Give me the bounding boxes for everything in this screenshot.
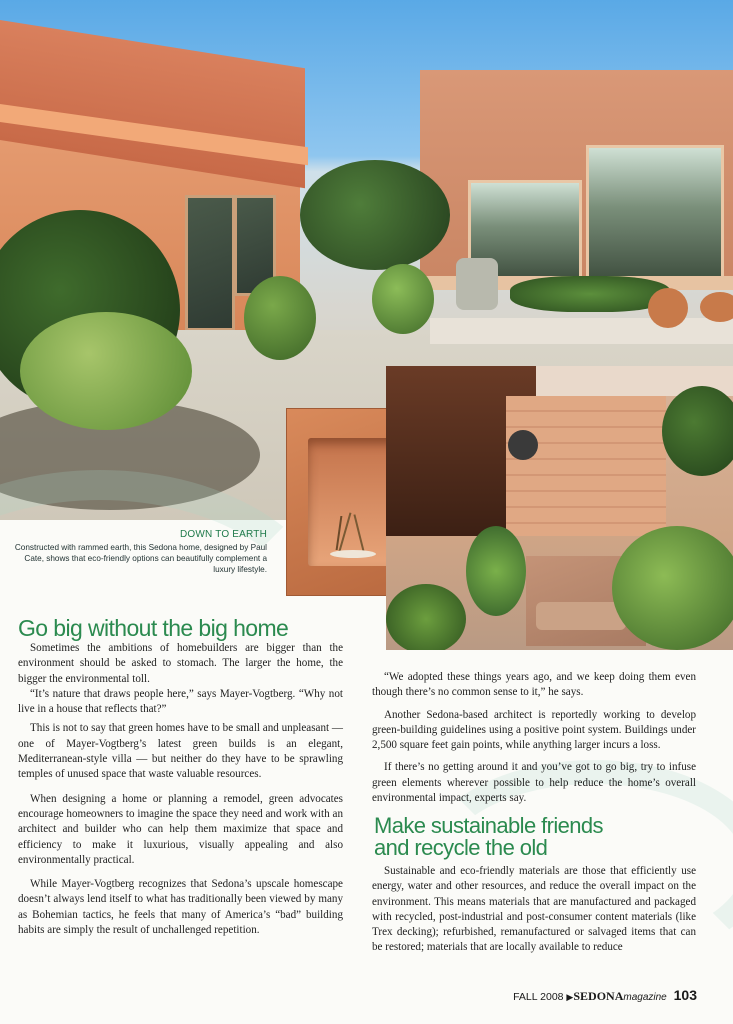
paragraph: Another Sedona-based architect is reportedly working to develop green-building guidelines using a positive point system. Buildings under 2,500 square feet gain points, while anything larger incurs a loss. — [372, 708, 696, 752]
paragraph: If there’s no getting around it and you’ve got to go big, try to infuse green elements wherever possible to help reduce the home’s overall environmental impact, experts say. — [372, 761, 696, 805]
caption-title: DOWN TO EARTH — [179, 529, 267, 540]
heading-line: and recycle the old — [374, 835, 548, 860]
paragraph: This is not to say that green homes have to be small and unpleasant — one of Mayer-Vogtberg’s latest green builds is an elegant, Mediterranean-style villa — but neither do they have to be sprawling temples of unused space that waste valuable resources. — [18, 722, 343, 781]
paragraph: Sustainable and eco-friendly materials are those that efficiently use energy, water and other resources, and reduce the overall impact on the environment. This means materials that are manufactured and packaged with recycled, post-industrial and post-consumer content materials (like Trex decking); refurbished, remanufactured or salvaged items that can be restored; materials that are locally available to reduce — [372, 865, 696, 954]
issue-date: FALL 2008 — [513, 991, 564, 1003]
page-number: 103 — [673, 987, 697, 1003]
magazine-suffix: magazine — [623, 992, 667, 1003]
heading-line: Make sustainable friends — [374, 813, 603, 838]
paragraph: Sometimes the ambitions of homebuilders are bigger than the environment should be asked to stomach. The larger the home, the bigger the environmental toll. — [18, 642, 343, 685]
section-heading-2 — [374, 815, 603, 859]
wall-niche — [308, 438, 398, 566]
paragraph: “We adopted these things years ago, and we keep doing them even though there’s no common sense to it,” he says. — [372, 671, 696, 699]
page-footer — [513, 987, 697, 1004]
caption-text: Constructed with rammed earth, this Sedona home, designed by Paul Cate, shows that eco-friendly options can beautifully complement a luxury lifestyle. — [14, 543, 267, 574]
magazine-name: SEDONA — [573, 989, 624, 1003]
section-heading: Go big without the big home — [18, 615, 289, 641]
article-column-right — [372, 670, 696, 813]
patio-photo — [386, 366, 733, 650]
article-column-right-continued — [372, 864, 696, 956]
arrow-icon: ▶ — [566, 992, 574, 1002]
paragraph: When designing a home or planning a remodel, green advocates encourage homeowners to imagine the space they need and work with an architect and builder who can help them maximize that space and efficiency to make it luxurious, visually appealing and also environmentally practical. — [18, 792, 343, 866]
paragraph: “It’s nature that draws people here,” says Mayer-Vogtberg. “Why not live in a house that reflects that?” — [18, 687, 343, 716]
article-column-left — [18, 641, 343, 947]
paragraph: While Mayer-Vogtberg recognizes that Sedona’s upscale homescape doesn’t always lend itself to what has traditionally been viewed by many as Bohemian tactics, he feels that many of America’s “bad” building habits are simply the result of unchallenged repetition. — [18, 878, 343, 937]
